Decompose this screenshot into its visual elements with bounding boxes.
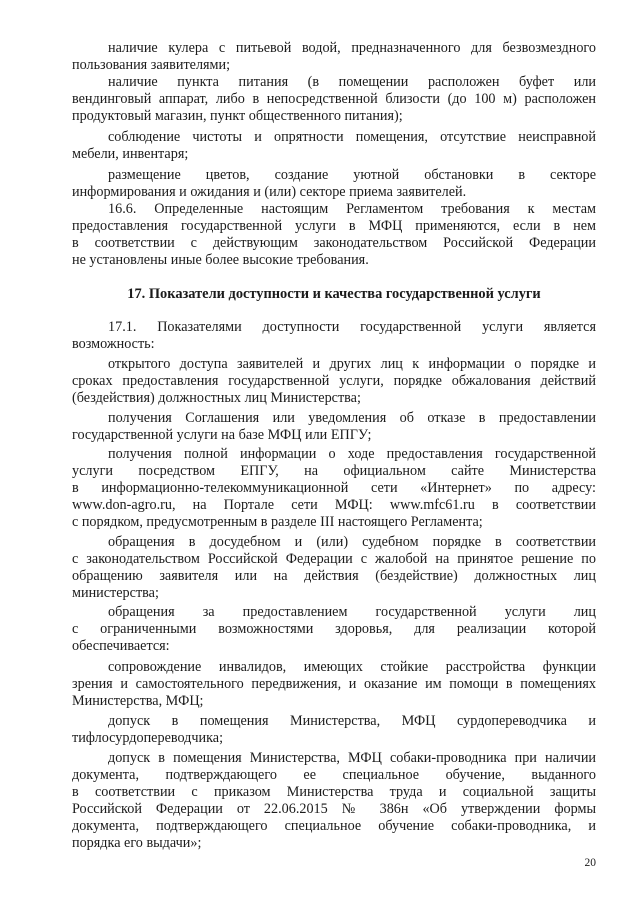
text-line: в информационно-телекоммуникационной сети «Интернет» по адресу: [72,480,596,496]
text-line: зрения и самостоятельного передвижения, и оказание им помощи в помещениях [72,676,596,692]
text-line: допуск в помещения Министерства, МФЦ собаки-проводника при наличии [108,750,596,766]
text-line: пользования заявителями; [72,57,231,73]
text-line: открытого доступа заявителей и других лиц к информации о порядке и [108,356,596,372]
text-line: наличие пункта питания (в помещении расположен буфет или [108,74,596,90]
text-line: продуктовый магазин, пункт общественного питания); [72,108,403,124]
section-heading: 17. Показатели доступности и качества государственной услуги [127,286,541,302]
text-line: Российской Федерации от 22.06.2015 № 386н «Об утверждении формы [72,801,596,817]
text-line: допуск в помещения Министерства, МФЦ сурдопереводчика и [108,713,596,729]
text-line: министерства; [72,585,159,601]
text-line: не установлены иные более высокие требования. [72,252,369,268]
text-line: в соответствии с приказом Министерства труда и социальной защиты [72,784,596,800]
text-line: размещение цветов, создание уютной обстановки в секторе [108,167,596,183]
text-line: получения полной информации о ходе предоставления государственной [108,446,596,462]
text-line: возможность: [72,336,155,352]
text-line: услуги посредством ЕПГУ, на официальном сайте Министерства [72,463,596,479]
text-line: обеспечивается: [72,638,170,654]
text-line: наличие кулера с питьевой водой, предназначенного для безвозмездного [108,40,596,56]
text-line: 16.6. Определенные настоящим Регламентом требования к местам [108,201,596,217]
text-line: порядка его выдачи»; [72,835,202,851]
text-line: тифлосурдопереводчика; [72,730,224,746]
text-line: в соответствии с действующим законодательством Российской Федерации [72,235,596,251]
text-line: информирования и ожидания и (или) секторе приема заявителей. [72,184,467,200]
text-line: с законодательством Российской Федерации с жалобой на принятое решение по [72,551,596,567]
text-line: обращения в досудебном и (или) судебном порядке в соответствии [108,534,596,550]
text-line: с ограниченными возможностями здоровья, для реализации которой [72,621,596,637]
text-line: получения Соглашения или уведомления об отказе в предоставлении [108,410,596,426]
text-line: с порядком, предусмотренным в разделе III настоящего Регламента; [72,514,483,530]
text-line: 17.1. Показателями доступности государственной услуги является [108,319,596,335]
text-line: вендинговый аппарат, либо в непосредственной близости (до 100 м) расположен [72,91,596,107]
text-line: обращения за предоставлением государственной услуги лиц [108,604,596,620]
text-line: сопровождение инвалидов, имеющих стойкие расстройства функции [108,659,596,675]
text-line: www.don-agro.ru, на Портале сети МФЦ: www.mfc61.ru в соответствии [72,497,596,513]
text-line: предоставления государственной услуги в МФЦ применяются, если в нем [72,218,596,234]
text-line: обращению заявителя или на действия (бездействие) должностных лиц [72,568,596,584]
text-line: государственной услуги на базе МФЦ или ЕПГУ; [72,427,372,443]
text-line: (бездействия) должностных лиц Министерства; [72,390,361,406]
text-line: мебели, инвентаря; [72,146,189,162]
text-line: документа, подтверждающего ее специальное обучение, выданного [72,767,596,783]
text-line: сроках предоставления государственной услуги, порядке обжалования действий [72,373,596,389]
page-number: 20 [584,857,596,869]
text-line: документа, подтверждающего специальное обучение собаки-проводника, и [72,818,596,834]
text-line: Министерства, МФЦ; [72,693,204,709]
text-line: соблюдение чистоты и опрятности помещения, отсутствие неисправной [108,129,596,145]
